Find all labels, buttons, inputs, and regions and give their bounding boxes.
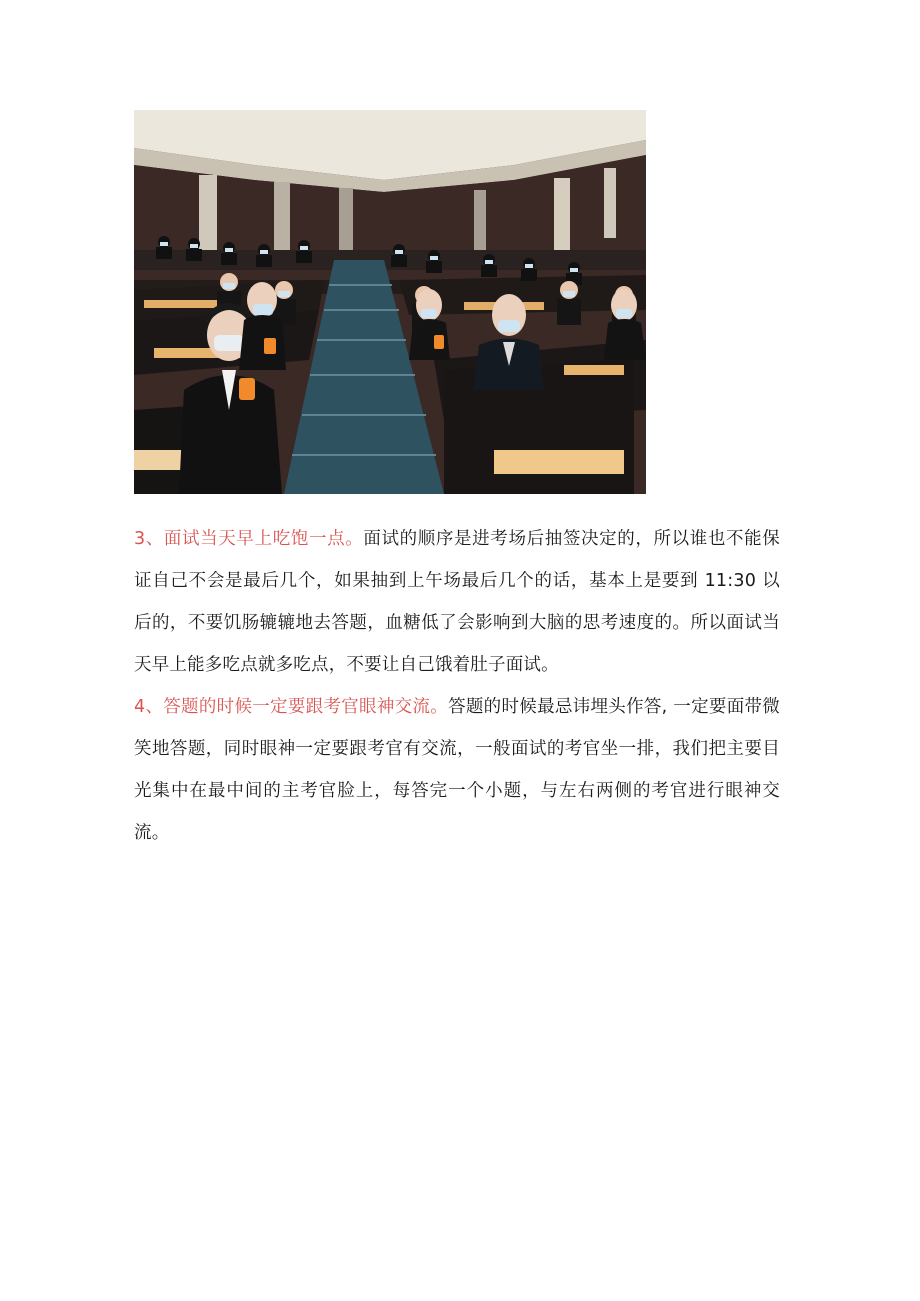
tip-3-heading: 3、面试当天早上吃饱一点。	[134, 529, 364, 549]
tip-3-body: 面试的顺序是进考场后抽签决定的，所以谁也不能保证自己不会是最后几个，如果抽到上午场最后几个的话，基本上是要到 11:30 以后的，不要饥肠辘辘地去答题，血糖低了会影响到大脑的思考速度的。所以面试当天早上能多吃点就多吃点，不要让自己饿着肚子面试。	[134, 529, 781, 675]
tip-4-body: 答题的时候最忌讳埋头作答, 一定要面带微笑地答题，同时眼神一定要跟考官有交流，一般面试的考官坐一排，我们把主要目光集中在最中间的主考官脸上，每答完一个小题，与左右两侧的考官进行眼神交流。	[134, 697, 781, 843]
article-text	[134, 518, 780, 854]
tip-4-paragraph	[134, 686, 780, 854]
tip-4-heading: 4、答题的时候一定要跟考官眼神交流。	[134, 697, 449, 717]
photo-illustration	[134, 110, 646, 494]
classroom-photo	[134, 110, 646, 494]
tip-3-paragraph	[134, 518, 780, 686]
